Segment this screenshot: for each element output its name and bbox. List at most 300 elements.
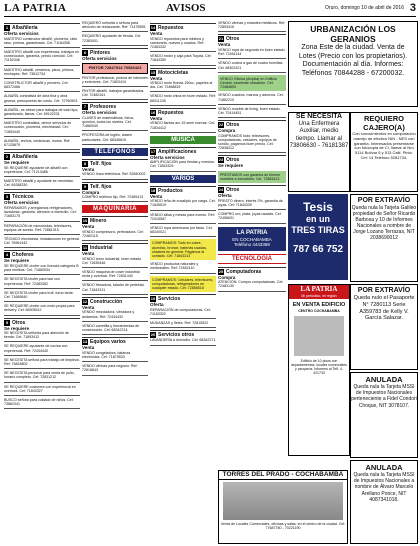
ad-separator — [82, 31, 148, 32]
classified-ad: SE NECESITA señora para trabajo de limpieza. Ref: 76818802 — [4, 357, 80, 367]
category-subtitle: Oferta — [218, 193, 232, 199]
ad-group — [218, 134, 286, 154]
category-number: 21 — [218, 36, 224, 42]
category-header — [150, 108, 216, 116]
ad-separator — [150, 51, 216, 52]
extravio-body: Queda nulo el Pasaporte N° 7280113 Serie A359783 de Kelly V. García Salazar. — [353, 295, 415, 322]
anulada-title: ANULADA — [365, 463, 403, 472]
category-title: Motocicletas — [158, 69, 189, 76]
category-subtitle: Se requiere — [4, 160, 30, 166]
page-number: 3 — [409, 2, 416, 14]
classified-ad: VENDO línea telefónica. Ref: 52840002 — [82, 172, 146, 177]
category-title: Choferes — [12, 252, 34, 259]
category-subtitle: Venta — [82, 251, 95, 257]
category-title: Otros — [226, 122, 240, 129]
ad-group — [150, 81, 216, 106]
category-number: 11 — [82, 245, 88, 251]
category-number: 13 — [82, 339, 88, 345]
category-subtitle: Venta — [82, 166, 95, 172]
category-title: Industrial — [90, 245, 113, 252]
ad-separator — [82, 144, 148, 145]
category-subtitle: Compra — [82, 189, 100, 195]
ad-separator — [4, 65, 80, 66]
ad-group — [82, 257, 148, 295]
category-number: 23 — [218, 157, 224, 163]
classified-ad: VENDO repuestos para minibús y camioneta, nuevos y usados. Ref: 72483332 — [150, 36, 205, 49]
category-number: 18 — [150, 187, 156, 193]
category-title: Otros — [12, 319, 26, 326]
urbanizacion-ad — [288, 21, 418, 107]
classified-ad: MAESTRO albañil, cerámica, pisos, pintura, enchapes. Ref: 73812734 — [4, 67, 75, 76]
urbanizacion-body: Zona Este de la ciudad. Venta de Lotes (Precio con los propietarios). Documentación al día. Informes: Teléfonos 70844288 - 67200032. — [298, 44, 408, 77]
ad-separator — [4, 47, 80, 48]
ad-separator — [82, 86, 148, 87]
enfermera-title: SE NECESITA — [295, 113, 343, 120]
category-number: 1 — [5, 25, 9, 30]
edificio-brand: LA PATRIA — [289, 285, 349, 294]
ad-separator — [4, 382, 80, 383]
classified-ad: VENDO ropa americana por fardo. Cel: 68340021 — [150, 225, 213, 235]
column-1 — [4, 21, 80, 541]
category-title: Albañilería — [12, 25, 38, 31]
category-title: Pintores — [90, 49, 111, 56]
ad-group — [218, 93, 286, 118]
page-header — [4, 2, 416, 17]
anulada-body: Queda nula la Tarjeta MSSI de Impuestos Nacionales a nombre de Álvaro Marcelo Arellano Ponce, NIT 4087341018. — [353, 472, 415, 503]
highlight-ad: PINTOR 72847914 70526423 — [82, 63, 148, 73]
ad-group — [150, 160, 216, 171]
category-subtitle: Oferta servicios — [82, 55, 117, 61]
classified-ad: PRESTO dinero, interés 3%, garantía de joyas. Cel: 71844339 — [218, 198, 283, 208]
category-title: Profesores — [90, 104, 117, 111]
category-subtitle: Se requiere — [4, 325, 30, 331]
category-subtitle: Venta — [82, 345, 95, 351]
torres-prado-title: TORRES DEL PRADO - COCHABAMBA — [219, 471, 347, 480]
column-3 — [150, 21, 216, 541]
classified-ad: PROFESORA de inglés, clases particulares. Cel: 68346615 — [82, 133, 132, 142]
ad-separator — [82, 294, 148, 295]
classified-ad: REPARAMOS y arreglamos refrigeradores, lavadoras, garantía, atención a domicilio. Cel: 71683175 — [4, 205, 77, 219]
category-subtitle: Venta — [150, 31, 163, 36]
classified-ad: MAESTRO albañil con experiencia, trabajos en construcción, garantía, precio cómodo. Cel: 71152346 — [4, 49, 80, 63]
category-number: 25 — [218, 268, 224, 274]
category-header — [4, 152, 80, 160]
category-title: Otros — [226, 157, 240, 164]
section-title: AVISOS — [166, 2, 206, 14]
category-number: 15 — [150, 69, 156, 75]
section-band: VARIOS — [150, 175, 216, 183]
ad-separator — [150, 105, 216, 106]
classified-ad: PINTOR albañil, trabajos garantizados. Cel: 72482161 — [82, 88, 145, 98]
building-photo — [223, 482, 343, 520]
category-subtitle: Se requiere — [4, 258, 30, 264]
classified-ad: MUDANZAS y fletes. Ref: 72815522 — [150, 321, 209, 326]
classified-ad: VENDO compresora, perforadora. Cel: 72482115 — [82, 229, 144, 238]
category-header — [150, 147, 216, 155]
category-header — [218, 267, 286, 275]
category-subtitle: Se requiere — [218, 163, 244, 169]
category-number: 7 — [83, 104, 87, 110]
ad-group — [4, 37, 80, 151]
ad-group — [4, 206, 80, 248]
ad-separator — [82, 130, 148, 131]
category-number: 4 — [5, 252, 9, 258]
column-4 — [218, 21, 286, 467]
category-header — [82, 182, 148, 190]
ad-separator — [218, 72, 286, 73]
category-number: 6 — [83, 49, 87, 55]
extravio-body: Queda nula la Tarjeta Galileo propiedad de Señor Ricardo Barbosa y 10 de Informes Nacionales a nombre de Jorge Lozano Terrazas, NIT 2038690012 — [351, 205, 417, 241]
tesis-line2: en un — [306, 214, 330, 224]
ad-separator — [82, 267, 148, 268]
category-title: Minero — [90, 218, 107, 225]
category-title: Productos — [158, 187, 183, 194]
extravio-title: POR EXTRAVÍO — [357, 287, 411, 294]
classified-ad: VENDO carretilla y herramientas de construcción. Cel: 68342214 — [82, 323, 140, 332]
cochabamba-ad-phone: Teléfono 4443388 — [234, 242, 270, 248]
category-header — [4, 250, 80, 258]
section-band: MAQUINARIA — [82, 205, 148, 213]
category-title: Otros — [226, 187, 240, 194]
category-number: 16 — [150, 109, 156, 115]
category-header — [82, 337, 148, 345]
classified-ad: VENDO fresadora, taladro de pedestal. Cel: 71843311 — [82, 283, 145, 292]
ad-separator — [4, 149, 80, 150]
category-header — [150, 330, 216, 338]
classified-ad: REPARACIÓN de microondas, televisores, equipos de sonido. Ref: 72861315 — [4, 223, 73, 232]
section-band: MÚSICA — [150, 136, 216, 144]
classified-ad: CLASES de matemáticas, física, química, todos los niveles. Cel: 71880040 — [82, 115, 134, 129]
category-number: 8 — [83, 160, 87, 166]
ad-separator — [218, 58, 286, 59]
category-number: 20 — [150, 332, 156, 338]
ad-separator — [4, 176, 80, 177]
category-title: Repuestos — [158, 109, 184, 116]
category-title: Técnicos — [12, 194, 34, 201]
cajero-body: Con conocimientos en computación manejo de efectivo NIN - NES con garantía. Interesados presentarse con fotocopia de CI, llamar al Nro 5114 Bolívar 5 y 513 Calif. Pinto. Cel: 14 Teléfono 5281734. — [352, 131, 416, 160]
extravio-ad-1 — [350, 194, 418, 282]
category-subtitle: Oferta servicios — [4, 200, 39, 206]
cajero-title: REQUIERO CAJERO(A) — [363, 114, 405, 132]
cochabamba-ad — [218, 227, 286, 251]
ad-separator — [82, 321, 148, 322]
category-subtitle: Venta — [82, 304, 95, 310]
ad-separator — [4, 315, 80, 316]
category-header — [218, 185, 286, 193]
category-number: 17 — [150, 148, 156, 154]
classified-ad: VENDO ropa de segunda en buen estado. Ref: 72461144 — [218, 47, 286, 57]
column-2 — [82, 21, 148, 541]
classified-ad: REPARACIÓN de computadoras. Cel: 71183302 — [150, 307, 211, 316]
category-subtitle: Venta — [150, 115, 163, 121]
category-subtitle: Venta — [218, 42, 231, 48]
edificio-caption: Edificio de 10 pisos con departamentos, locales comerciales y parqueos. Informes al Telf. 4-421733 — [291, 358, 347, 376]
category-number: 24 — [218, 187, 224, 193]
ad-separator — [4, 408, 80, 409]
category-title: Telf. fijos — [90, 160, 112, 167]
category-number: 19 — [150, 296, 156, 302]
classified-ad: VENDO productos naturales y medicinales. Ref: 72482410 — [150, 262, 199, 271]
classified-ad: SE REQUIERE ayudante de albañil con experiencia. Cel: 71213486 — [4, 165, 68, 174]
category-subtitle: Oferta servicios — [82, 110, 117, 116]
ad-separator — [4, 105, 80, 106]
ad-group — [150, 308, 216, 329]
category-title: Repuestos — [158, 25, 184, 31]
classified-ad: ALBAÑIL, se ofrece para trabajos de todo tipo, garantizado, llamar. Cel: 69102231 — [4, 107, 79, 116]
ad-separator — [218, 152, 286, 153]
category-header — [218, 155, 286, 163]
anulada-ad-2 — [350, 460, 418, 544]
category-subtitle: Compra — [218, 128, 236, 134]
ad-separator — [4, 221, 80, 222]
classified-ad: VENDO congeladora, balanza electrónica. Cel: 71875533 — [82, 350, 131, 359]
ad-separator — [150, 236, 216, 237]
category-title: Servicios — [158, 296, 181, 303]
ad-group — [218, 21, 286, 32]
ad-separator — [150, 210, 216, 211]
category-header — [4, 318, 80, 326]
ad-separator — [4, 91, 80, 92]
category-header — [82, 159, 148, 167]
ad-separator — [150, 273, 216, 274]
ad-separator — [218, 117, 286, 118]
ad-separator — [4, 78, 80, 79]
category-number: 5 — [5, 319, 9, 325]
urbanizacion-title: URBANIZACIÓN LOS GERANIOS — [310, 24, 396, 44]
category-header — [4, 192, 80, 200]
classified-ad: ALBAÑIL, techos, cerámicas, muros. Ref: 67125879 — [4, 138, 71, 147]
classified-ad: SE REQUIERE ayudante de cocina con experiencia. Ref: 72434440 — [4, 344, 68, 353]
ad-separator — [82, 99, 148, 100]
category-header — [150, 23, 216, 31]
edificio-subtitle: CENTRO COCHABAMBA — [298, 308, 340, 313]
category-title: Computadoras — [226, 268, 262, 275]
ad-separator — [82, 280, 148, 281]
ad-separator — [4, 274, 80, 275]
ad-group — [218, 199, 286, 224]
classified-ad: REQUIERO señorita o señora para atención de restaurante. Ref: 71475555 — [82, 21, 146, 30]
ad-separator — [4, 341, 80, 342]
edificio-title: EN VENTA EDIFICIO — [292, 302, 346, 308]
classified-ad: COMPRO oro, plata, joyas usadas. Cel: 72456631 — [218, 212, 282, 221]
ad-group — [150, 37, 216, 66]
edificio-ad — [288, 284, 350, 456]
classified-ad: VENDO moto china en buen estado. Ref: 68311245 — [150, 94, 216, 103]
anulada-title: ANULADA — [365, 375, 403, 384]
tesis-ad — [288, 194, 348, 280]
ad-group — [218, 48, 286, 73]
ad-separator — [150, 171, 216, 172]
classified-ad: VENDO vitrinas y estantes metálicos. Ref: 72893416 — [218, 21, 286, 30]
category-number: 14 — [150, 25, 156, 30]
classified-ad: PINTOR profesional, pintura de interiores y exteriores. Cel: 71803410 — [82, 75, 148, 84]
extravio-title: POR EXTRAVÍO — [357, 197, 411, 204]
category-header — [4, 23, 80, 31]
ad-separator — [150, 223, 216, 224]
classified-ad: REQUIERO ayudante de tienda. Cel: 72383001 — [82, 34, 142, 43]
ad-separator — [218, 31, 286, 32]
classified-ad: MAESTRO albañil y ayudante se necesitan. Cel: 69288330 — [4, 179, 74, 188]
classified-ad: COMPRAMOS todo: televisores, computadoras, celulares, equipos de sonido, pagamos buen precio. Cel: 72838312 — [218, 133, 277, 151]
category-header — [82, 297, 148, 305]
ad-group — [4, 331, 80, 409]
highlight-ad: COMPRAMOS: Todo en cobre, aluminio, bronce, baterías usadas, chatarra en general. Pagamos al contado. Cel: 71843313 — [150, 239, 216, 260]
ad-separator — [4, 189, 80, 190]
ad-group — [150, 121, 216, 132]
building-photo — [294, 316, 344, 356]
ad-separator — [4, 247, 80, 248]
ad-separator — [4, 368, 80, 369]
category-subtitle: Compra — [218, 274, 236, 280]
brand-logo: LA PATRIA — [4, 2, 67, 14]
category-subtitle: Venta — [150, 193, 163, 199]
category-header — [82, 216, 148, 224]
ad-separator — [150, 345, 216, 346]
classified-ad: TÉCNICO electricista, instalaciones en general. Cel: 76961442 — [4, 236, 80, 246]
ad-group — [150, 199, 216, 237]
ad-separator — [82, 201, 148, 202]
category-header — [82, 102, 148, 110]
classified-ad: SE NECESITA chofer para taxi con experiencia. Ref: 72483362 — [4, 277, 60, 286]
ad-separator — [4, 234, 80, 235]
category-subtitle: Venta — [82, 224, 95, 230]
category-title: Servicios otros — [158, 332, 195, 339]
ad-separator — [82, 179, 148, 180]
classified-ad: SE NECESITA personal para venta de pollo, horario completo. Cel: 72831212 — [4, 371, 75, 380]
classified-ad: VENDO vitrinas para negocio. Ref: 72818843 — [82, 364, 138, 373]
classified-ad: VENDO mezcladora, vibradora y andamios. Ref: 72434432 — [82, 310, 135, 319]
ad-group — [82, 195, 148, 202]
classified-ad: VENDO sillas y mesas para evento. Ref: 72415587 — [150, 212, 215, 221]
anulada-body: Queda nula la Tarjeta MSSI de Impuestos Nacionales perteneciente a Fidel Condori Choque, NIT 3078107. — [351, 384, 417, 409]
cochabamba-ad-line: EN COCHABAMBA — [232, 236, 272, 242]
tesis-phone: 787 66 752 — [292, 244, 344, 255]
category-header — [82, 243, 148, 251]
classified-ad: VENDO torno industrial, buen estado. Cel: 71835446 — [82, 256, 143, 265]
ad-separator — [4, 355, 80, 356]
category-subtitle: Venta — [150, 75, 163, 81]
highlight-ad: COMPRAMOS: Celulares, televisores, computadoras, refrigeradores en cualquier estado. Cel: 72858518 — [150, 276, 216, 293]
ad-separator — [82, 240, 148, 241]
section-band: TECNOLOGÍA — [218, 254, 286, 264]
category-number: 9 — [83, 183, 87, 189]
ad-separator — [150, 65, 216, 66]
classified-ad: VENDO mueble de living, buen estado. Cel: 72414451 — [218, 106, 281, 115]
classified-ad: VENDO motor y caja para Toyota. Cel: 71843350 — [150, 54, 212, 63]
classified-ad: VENDO leña de eucalipto por carga. Cel: 71845519 — [150, 199, 216, 208]
category-title: Otros — [226, 36, 240, 43]
ad-separator — [4, 288, 80, 289]
ad-separator — [82, 45, 148, 46]
cochabamba-ad-title: LA PATRIA — [236, 229, 268, 236]
ad-group — [150, 262, 216, 273]
ad-separator — [4, 136, 80, 137]
category-number: 3 — [5, 194, 9, 200]
classified-ad: COMPRO teléfono fijo. Ref: 72489413 — [82, 195, 144, 200]
category-title: Construcción — [90, 298, 123, 305]
ad-group — [82, 310, 148, 335]
category-number: 22 — [218, 122, 224, 128]
classified-ad: SE NECESITA chofer para trufi, turno tarde. Cel: 71689840 — [4, 290, 74, 299]
enfermera-body: Una Enfermera Auxiliar, medio tiempo. Llamar al 73806630 - 76181387 — [289, 120, 349, 149]
classified-ad: MAESTRO constructor albañil, plomería, cielo raso, pintura, garantizado. Cel: 71184356 — [4, 36, 78, 45]
ad-group — [82, 172, 148, 179]
classified-ad: SE REQUIERE chofer con licencia categoría B para minibús. Cel: 71880534 — [4, 263, 79, 273]
ad-separator — [218, 223, 286, 224]
ad-group — [82, 230, 148, 241]
tesis-line3: TRES TIRAS — [291, 225, 345, 235]
enfermera-ad — [288, 112, 350, 192]
classified-ad: SE REQUIERE chofer con moto propia para delivery. Cel: 68305512 — [4, 304, 75, 313]
ad-group — [218, 280, 286, 291]
ad-group — [4, 166, 80, 191]
classified-ad: VENDO máquina de coser industrial recta y overlock. Ref: 72831440 — [82, 270, 140, 279]
category-subtitle: Oferta servicios — [4, 31, 39, 36]
classified-ad: VENDO llantas aro 15 semi nuevas. Cel: 71834412 — [150, 121, 215, 130]
category-title: Albañilería — [12, 154, 38, 161]
ad-group — [150, 338, 216, 345]
classified-ad: VENDO cocina a gas de cuatro hornillas. Cel: 68302421 — [218, 61, 284, 70]
ad-group — [82, 21, 148, 46]
category-subtitle: Oferta servicios — [150, 154, 185, 160]
category-title: Amplificaciones — [158, 148, 197, 155]
category-number: 2 — [5, 154, 9, 160]
section-band: TELÉFONOS — [82, 148, 148, 156]
ad-separator — [150, 132, 216, 133]
ad-group — [82, 351, 148, 376]
torres-prado-caption: Venta de Locales Comerciales, oficinas y salas, en el centro de la ciudad. Cel: 77687780 - 70221190 — [220, 522, 346, 531]
ad-separator — [150, 327, 216, 328]
classified-ad: SE REQUIERE costurera con experiencia en overlock. Cel: 71843327 — [4, 384, 76, 393]
cajero-ad — [350, 112, 418, 192]
category-title: Equipos varios — [90, 339, 126, 346]
category-number: 10 — [82, 218, 88, 224]
category-header — [218, 34, 286, 42]
category-number: 12 — [82, 298, 88, 304]
torres-prado-ad — [218, 470, 348, 544]
classified-ad: SE NECESITA señorita para atención de tienda. Cel: 71893412 — [4, 331, 69, 340]
classified-ad: BUSCO señora para cuidado de niños. Cel: 73862341 — [4, 398, 74, 407]
category-subtitle: Oferta — [150, 302, 164, 308]
ad-separator — [218, 104, 286, 105]
edificio-tagline: Mi periódico, mi región — [289, 294, 349, 299]
ad-separator — [4, 395, 80, 396]
ad-separator — [218, 291, 286, 292]
anulada-ad-1 — [350, 372, 418, 458]
category-title: Telf. fijos — [90, 183, 112, 190]
category-header — [150, 68, 216, 76]
category-header — [82, 48, 148, 56]
classified-ad: MAESTRO contratista, ofrece servicios de construcción, plomería, electricidad. Cel: 71853440 — [4, 121, 72, 134]
tesis-line1: Tesis — [303, 200, 333, 214]
highlight-ad: VENDO Oficina (Amplia) en Edificio Central, excelente ubicación. Cel: 72484600 — [218, 75, 286, 92]
classified-ad: VENDO cuadros, marcos y adornos. Cel: 71882210 — [218, 93, 284, 102]
classified-ad: ALBAÑIL contratista de obra fina y obra gruesa, presupuesto sin costo. Cel: 72760503 — [4, 94, 78, 103]
ad-separator — [4, 301, 80, 302]
ad-separator — [150, 318, 216, 319]
classified-ad: CONSTRUCTOR albañil y plomero. Cel: 68372466 — [4, 80, 69, 90]
classified-ad: AMPLIFICACIÓN para fiestas y eventos. Cel: 71853329 — [150, 160, 215, 169]
category-header — [150, 294, 216, 302]
highlight-ad: PRESTAMOS con garantía de bienes muebles e inmuebles. Cel: 72883413 — [218, 171, 286, 183]
ad-separator — [150, 91, 216, 92]
extravio-ad-2 — [350, 284, 418, 370]
ad-separator — [82, 334, 148, 335]
ad-separator — [82, 375, 148, 376]
category-header — [218, 120, 286, 128]
ad-separator — [82, 361, 148, 362]
classified-ad: VENDO moto Honda 150cc, papeles al día. Cel: 72468839 — [150, 81, 213, 90]
